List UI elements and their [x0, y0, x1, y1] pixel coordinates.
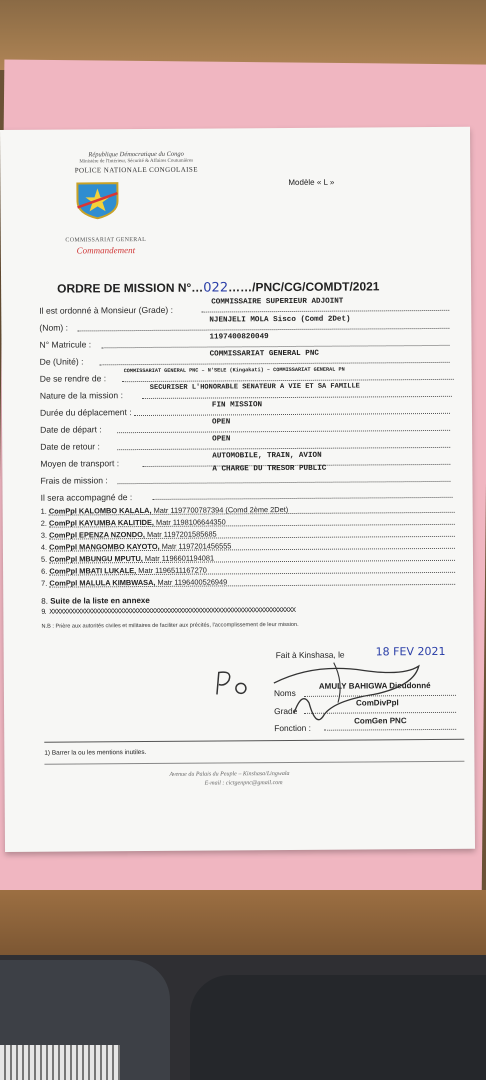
- title-prefix: ORDRE DE MISSION N°…: [57, 280, 204, 296]
- list-item-name: ComPpl EPENZA NZONDO,: [49, 529, 145, 540]
- list-item-name: ComPpl KAYUMBA KALITIDE,: [48, 517, 154, 528]
- field-duration-value: FIN MISSION: [211, 401, 263, 410]
- list-item-number: 9.: [41, 606, 46, 616]
- dotted-line: [201, 310, 449, 313]
- title-suffix: ……/PNC/CG/COMDT/2021: [228, 279, 380, 295]
- list-item-number: 1.: [40, 506, 47, 516]
- dotted-line: [77, 328, 449, 332]
- field-grade-value: COMMISSAIRE SUPERIEUR ADJOINT: [211, 297, 344, 307]
- field-costs-value: A CHARGE DU TRESOR PUBLIC: [212, 464, 327, 474]
- mission-number: 022: [203, 280, 229, 296]
- crossed-line: [41, 605, 295, 617]
- field-return-label: Date de retour :: [40, 441, 100, 452]
- list-item-number: 4.: [40, 542, 48, 552]
- model-label: Modèle « L »: [288, 177, 335, 187]
- list-item-number: 3.: [40, 530, 48, 540]
- annex-note: [41, 596, 150, 606]
- list-item-name: ComPpl MBUNGU MPUTU,: [49, 554, 143, 564]
- field-matricule-label: N° Matricule :: [39, 339, 92, 350]
- nb-note: N.B : Prière aux autorités civiles et militaires de faciliter aux précités, l'accomplissement de leur mission.: [41, 621, 299, 630]
- field-departure-label: Date de départ :: [40, 424, 102, 435]
- ministry-text: Ministère de l'Intérieur, Sécurité & Affaires Coutumières: [79, 158, 194, 165]
- dotted-line: [134, 413, 450, 416]
- grade-label: Grade: [274, 705, 298, 717]
- list-item-matricule: Matr 1197201456555: [161, 541, 232, 551]
- field-transport-label: Moyen de transport :: [40, 458, 120, 469]
- email: E-mail : cictgenpnc@gmail.com: [204, 780, 283, 787]
- address: Avenue du Palais du Peuple – Kinshasa/Lingwala: [169, 770, 290, 778]
- list-item-matricule: Matr 1197201585685: [146, 529, 217, 539]
- list-item-number: 8.: [41, 596, 48, 606]
- separator-line: [44, 739, 464, 743]
- field-name-value: NJENJELI MOLA Sisco (Comd 2Det): [209, 315, 351, 325]
- field-unit-value: COMMISSARIAT GENERAL PNC: [209, 349, 319, 359]
- list-item-matricule: Matr 1196601194081: [144, 553, 215, 563]
- list-item-matricule: Matr 1196511167270: [138, 565, 207, 576]
- annex-text: Suite de la liste en annexe: [50, 595, 150, 606]
- function-label: Fonction :: [274, 722, 311, 734]
- accompanied-label: Il sera accompagné de :: [40, 492, 133, 503]
- list-item-number: 6.: [41, 566, 48, 576]
- person-leg-right: [190, 975, 486, 1080]
- list-item-name: ComPpl MBATI LUKALE,: [49, 566, 137, 576]
- list-item-name: ComPpl KALOMBO KALALA,: [48, 505, 152, 516]
- list-item-number: 2.: [40, 518, 47, 528]
- dotted-line: [117, 430, 450, 433]
- striped-shirt: [0, 1045, 120, 1080]
- dotted-line: [122, 379, 454, 382]
- document-title: [57, 279, 379, 296]
- commissariat-text: COMMISSARIAT GENERAL: [65, 236, 147, 244]
- list-item-name: ComPpl MANGOMBO KAYOTO,: [49, 541, 160, 552]
- dotted-line: [102, 345, 450, 348]
- field-matricule-value: 1197400820049: [209, 333, 269, 342]
- list-item-matricule: Matr 1198106644350: [155, 517, 226, 527]
- grade-value: ComDivPpl: [355, 698, 399, 708]
- date-stamp: 18 FEV 2021: [375, 644, 446, 659]
- commandement-text: Commandement: [76, 245, 136, 256]
- name-value: AMULY BAHIGWA Dieudonné: [318, 681, 431, 691]
- dotted-line: [117, 481, 450, 484]
- function-value: ComGen PNC: [354, 716, 407, 726]
- field-grade-label: Il est ordonné à Monsieur (Grade) :: [39, 304, 174, 316]
- field-return-value: OPEN: [212, 435, 231, 444]
- field-duration-label: Durée du déplacement :: [39, 407, 132, 418]
- field-costs-label: Frais de mission :: [40, 475, 108, 486]
- field-name-label: (Nom) :: [39, 322, 69, 333]
- crossed-text: XXXXXXXXXXXXXXXXXXXXXXXXXXXXXXXXXXXXXXXXXXXXXXXXXXXXXXXXXXXXXXXXXXXXXX: [49, 606, 296, 617]
- police-text: POLICE NATIONALE CONGOLAISE: [74, 165, 198, 175]
- field-departure-value: OPEN: [212, 418, 231, 427]
- field-route-value: COMMISSARIAT GENERAL PNC – N'SELE (Kingakati) – COMMISSARIAT GENERAL PN: [123, 366, 345, 375]
- dotted-line: [153, 497, 453, 500]
- field-nature-value: SECURISER L'HONORABLE SENATEUR A VIE ET SA FAMILLE: [149, 382, 360, 392]
- list-item-matricule: Matr 1196400526949: [157, 577, 228, 587]
- dotted-line: [142, 396, 452, 399]
- field-nature-label: Nature de la mission :: [39, 390, 123, 401]
- police-emblem-icon: [74, 181, 120, 219]
- list-item-number: 7.: [41, 578, 48, 588]
- footnote: 1) Barrer la ou les mentions inutiles.: [44, 748, 147, 757]
- field-route-label: De se rendre de :: [39, 373, 107, 384]
- name-label: Noms: [273, 687, 296, 699]
- document-header: [36, 150, 236, 174]
- separator-line: [44, 761, 464, 765]
- republic-text: République Démocratique du Congo: [88, 150, 184, 159]
- mission-order-document: [0, 127, 475, 852]
- field-transport-value: AUTOMOBILE, TRAIN, AVION: [212, 451, 322, 461]
- list-item-name: ComPpl MALULA KIMBWASA,: [49, 577, 156, 588]
- list-item-matricule: Matr 1197700787394 (Comd 2ème 2Det): [153, 504, 289, 515]
- table-edge: [0, 890, 486, 960]
- field-unit-label: De (Unité) :: [39, 356, 84, 367]
- list-item-number: 5.: [40, 554, 48, 564]
- dotted-line: [100, 362, 450, 365]
- place-label: Fait à Kinshasa, le: [275, 649, 345, 661]
- dotted-line: [117, 447, 450, 450]
